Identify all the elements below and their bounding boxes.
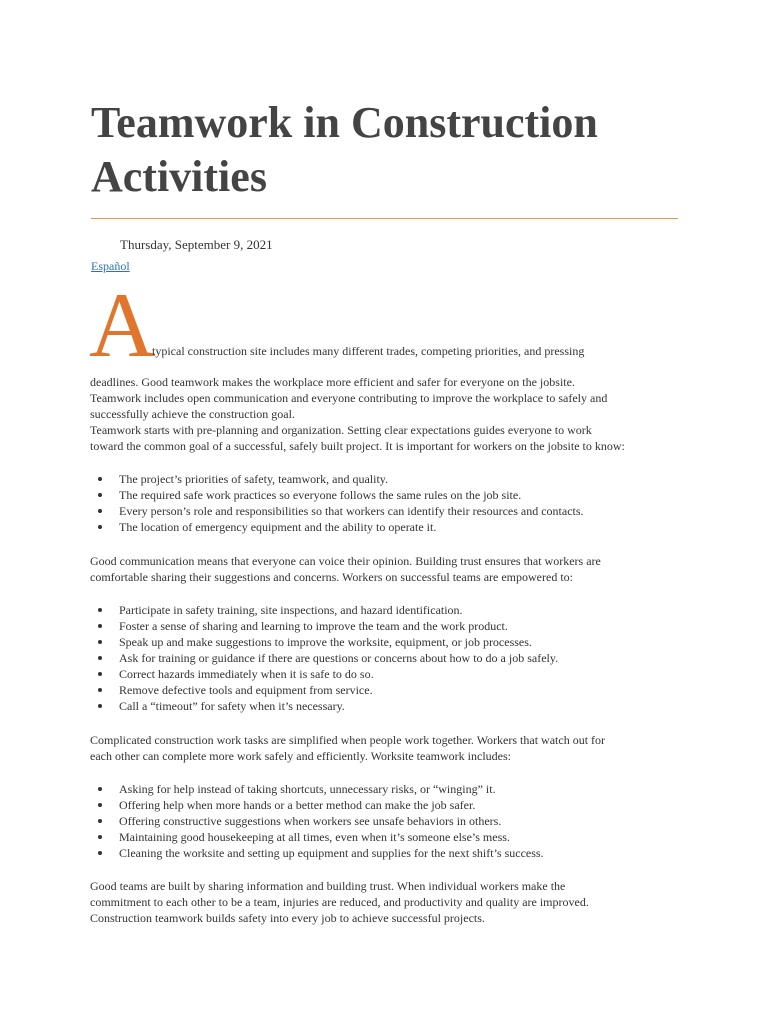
list-item: Offering help when more hands or a better method can make the job safer. [90, 797, 690, 813]
list-item: Correct hazards immediately when it is safe to do so. [90, 666, 690, 682]
text-line: Teamwork starts with pre-planning and organization. Setting clear expectations guides everyone to work [90, 423, 592, 437]
communication-paragraph [90, 553, 690, 585]
intro-first-line: typical construction site includes many different trades, competing priorities, and pressing [152, 344, 585, 358]
intro-paragraph [90, 374, 690, 454]
text-line: each other can complete more work safely and efficiently. Worksite teamwork includes: [90, 749, 511, 763]
page-title [91, 96, 691, 204]
language-link-espanol[interactable]: Español [91, 259, 130, 273]
text-line: successfully achieve the construction goal. [90, 407, 295, 421]
closing-paragraph [90, 878, 690, 926]
bullet-list-teamwork [90, 781, 690, 861]
bullet-list-priorities [90, 471, 690, 535]
text-line: Good communication means that everyone can voice their opinion. Building trust ensures that workers are [90, 554, 601, 568]
text-line: toward the common goal of a successful, safely built project. It is important for workers on the jobsite to know: [90, 439, 625, 453]
title-line-2: Activities [91, 152, 267, 201]
text-line: Teamwork includes open communication and everyone contributing to improve the workplace to safely and [90, 391, 608, 405]
list-item: Maintaining good housekeeping at all times, even when it’s someone else’s mess. [90, 829, 690, 845]
text-line: Complicated construction work tasks are simplified when people work together. Workers that watch out for [90, 733, 606, 747]
list-item: Remove defective tools and equipment from service. [90, 682, 690, 698]
drop-cap-letter: A [89, 274, 156, 376]
text-line: commitment to each other to be a team, injuries are reduced, and productivity and quality are improved. [90, 895, 589, 909]
teamwork-paragraph [90, 732, 690, 764]
list-item: The project’s priorities of safety, teamwork, and quality. [90, 471, 690, 487]
list-item: Asking for help instead of taking shortcuts, unnecessary risks, or “winging” it. [90, 781, 690, 797]
list-item: The required safe work practices so everyone follows the same rules on the job site. [90, 487, 690, 503]
list-item: Speak up and make suggestions to improve the worksite, equipment, or job processes. [90, 634, 690, 650]
list-item: Foster a sense of sharing and learning to improve the team and the work product. [90, 618, 690, 634]
list-item: Every person’s role and responsibilities so that workers can identify their resources and contacts. [90, 503, 690, 519]
list-item: Offering constructive suggestions when workers see unsafe behaviors in others. [90, 813, 690, 829]
bullet-list-empowered [90, 602, 690, 714]
publish-date: Thursday, September 9, 2021 [120, 237, 273, 252]
text-line: comfortable sharing their suggestions and concerns. Workers on successful teams are empowered to: [90, 570, 573, 584]
list-item: Participate in safety training, site inspections, and hazard identification. [90, 602, 690, 618]
list-item: Ask for training or guidance if there are questions or concerns about how to do a job safely. [90, 650, 690, 666]
list-item: The location of emergency equipment and the ability to operate it. [90, 519, 690, 535]
text-line: deadlines. Good teamwork makes the workplace more efficient and safer for everyone on the jobsite. [90, 375, 575, 389]
title-divider [91, 218, 678, 219]
text-line: Good teams are built by sharing information and building trust. When individual workers make the [90, 879, 566, 893]
title-line-1: Teamwork in Construction [91, 98, 598, 147]
list-item: Cleaning the worksite and setting up equipment and supplies for the next shift’s success. [90, 845, 690, 861]
list-item: Call a “timeout” for safety when it’s necessary. [90, 698, 690, 714]
text-line: Construction teamwork builds safety into every job to achieve successful projects. [90, 911, 485, 925]
